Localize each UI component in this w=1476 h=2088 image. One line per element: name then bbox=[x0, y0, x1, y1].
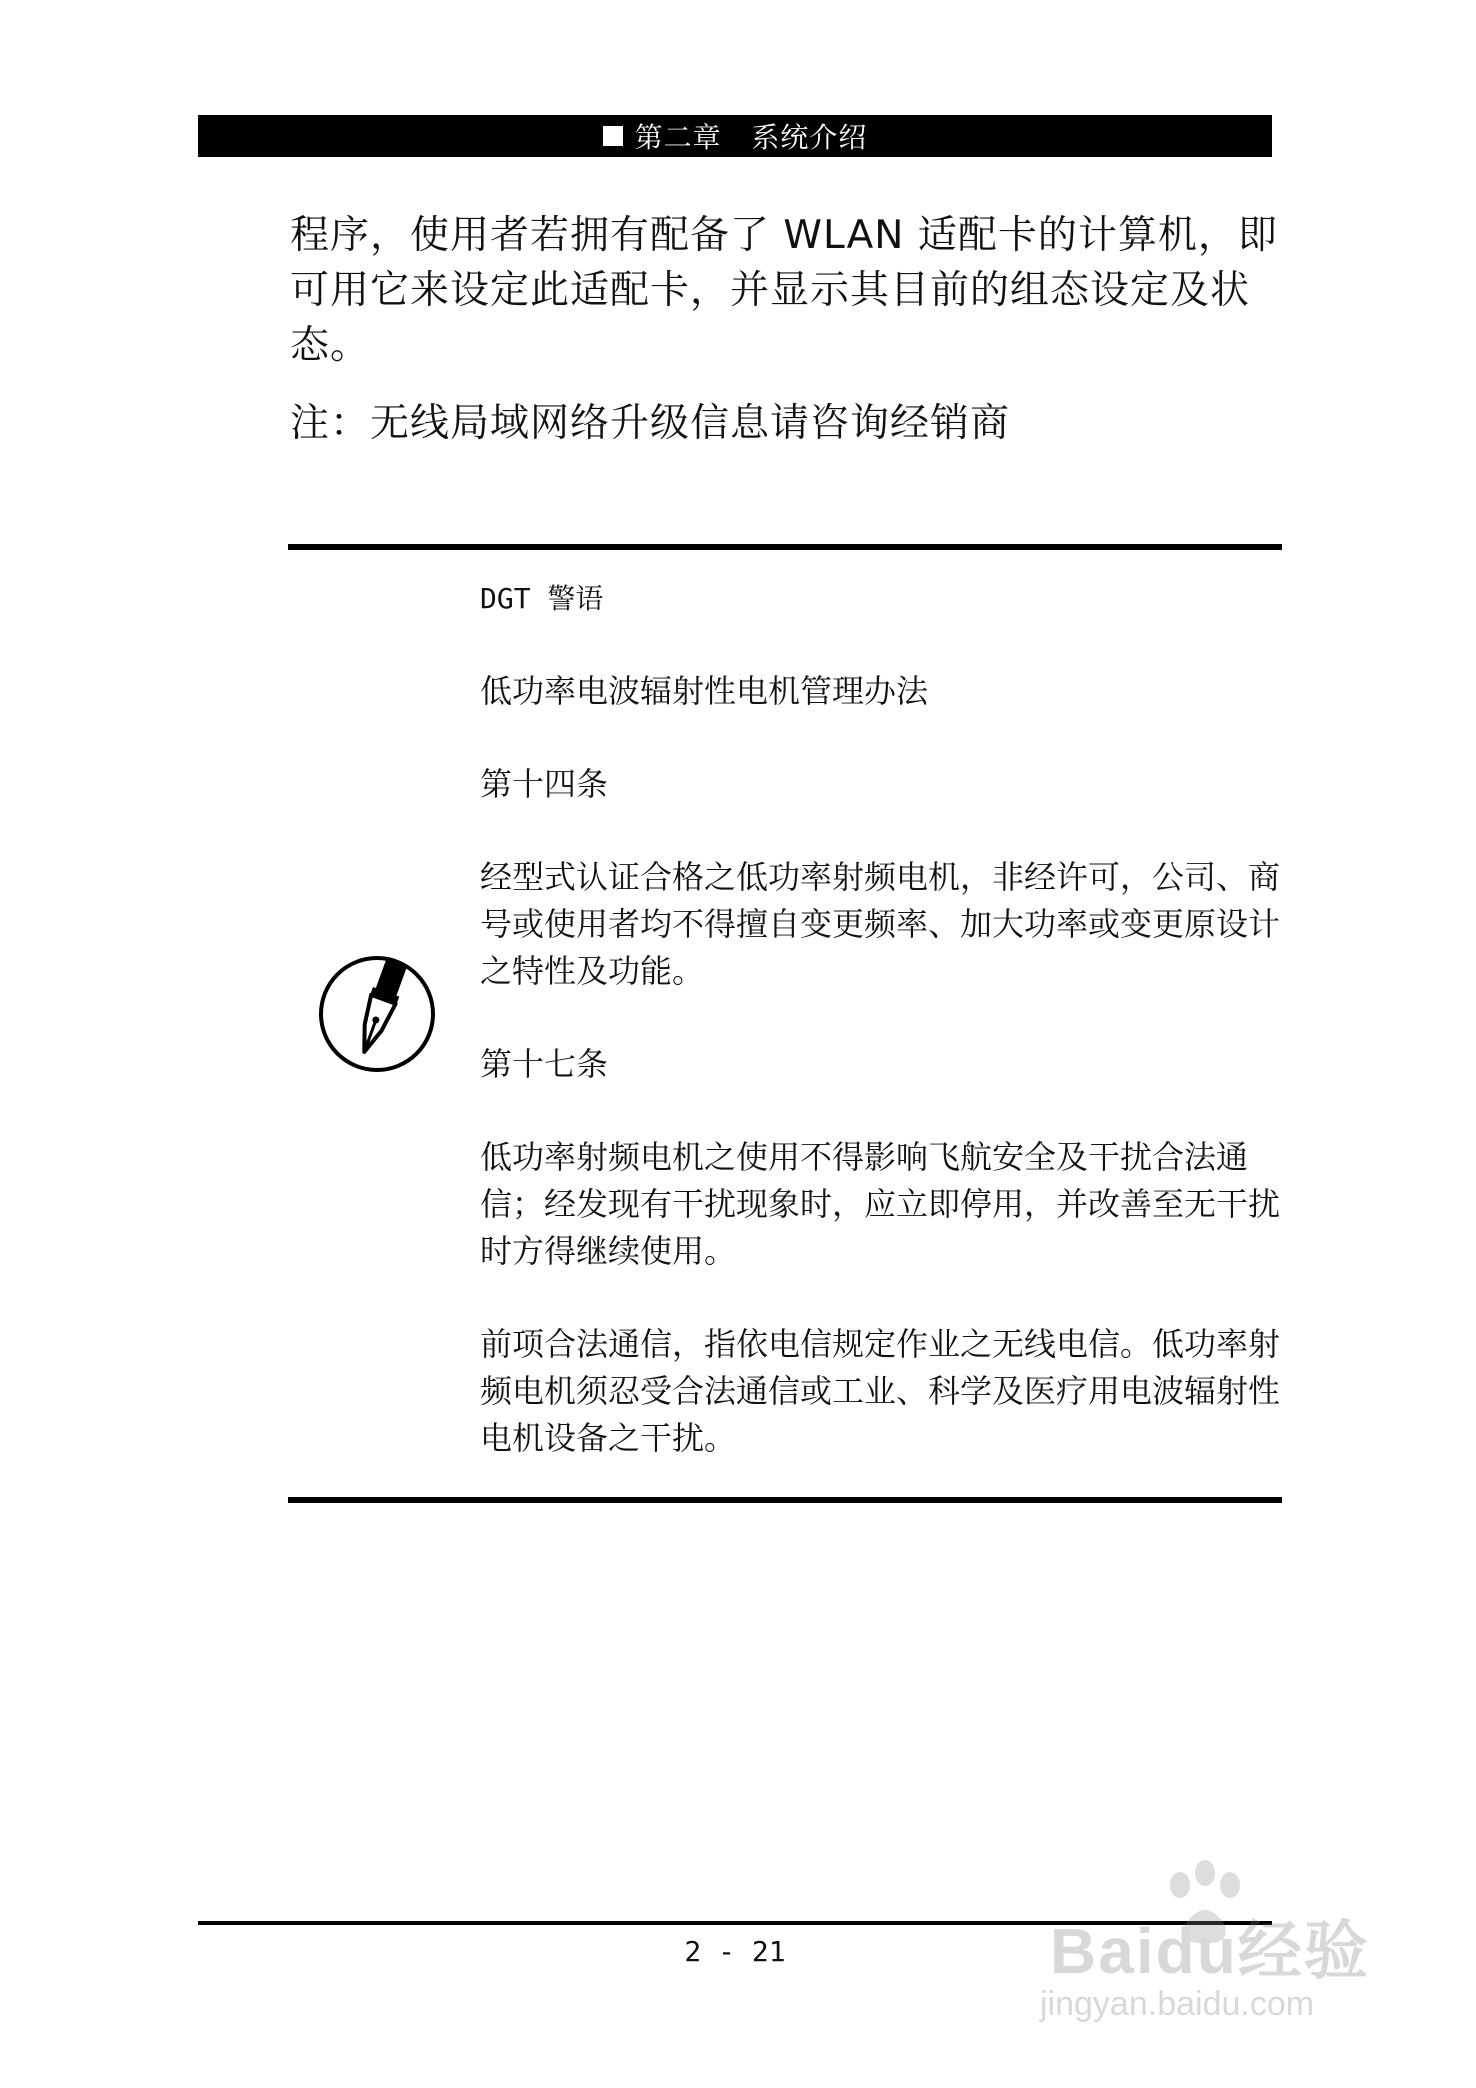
pen-nib-icon bbox=[315, 950, 440, 1075]
warning-title: DGT 警语 bbox=[480, 582, 604, 615]
warning-bottom-rule bbox=[288, 1497, 1282, 1503]
article-17-heading: 第十七条 bbox=[480, 1045, 609, 1083]
regulation-title: 低功率电波辐射性电机管理办法 bbox=[480, 672, 929, 710]
watermark-brand: Baidu经验 bbox=[1050, 1915, 1370, 1987]
chapter-header bbox=[198, 115, 1272, 157]
page-number: 2 - 21 bbox=[684, 1935, 786, 1968]
watermark-url: jingyan.baidu.com bbox=[1040, 1985, 1315, 2023]
baidu-watermark bbox=[1020, 1855, 1460, 2055]
article-14-heading: 第十四条 bbox=[480, 765, 609, 803]
square-bullet-icon bbox=[603, 126, 623, 146]
body-paragraph: 程序，使用者若拥有配备了 WLAN 适配卡的计算机，即可用它来设定此适配卡，并显示其目前的组态设定及状态。 bbox=[290, 213, 1278, 368]
dgt-warning-block bbox=[480, 575, 1280, 1462]
article-14-text: 经型式认证合格之低功率射频电机，非经许可，公司、商号或使用者均不得擅自变更频率、加大功率或变更原设计之特性及功能。 bbox=[480, 858, 1281, 990]
note-text: 注：无线局域网络升级信息请咨询经销商 bbox=[290, 401, 1011, 446]
chapter-title: 第二章 系统介绍 bbox=[634, 121, 868, 154]
article-17-text: 低功率射频电机之使用不得影响飞航安全及干扰合法通信；经发现有干扰现象时，应立即停用，并改善至无干扰时方得继续使用。 bbox=[480, 1138, 1281, 1270]
article-17-text-2: 前项合法通信，指依电信规定作业之无线电信。低功率射频电机须忍受合法通信或工业、科学及医疗用电波辐射性电机设备之干扰。 bbox=[480, 1325, 1281, 1457]
warning-top-rule bbox=[288, 544, 1282, 550]
